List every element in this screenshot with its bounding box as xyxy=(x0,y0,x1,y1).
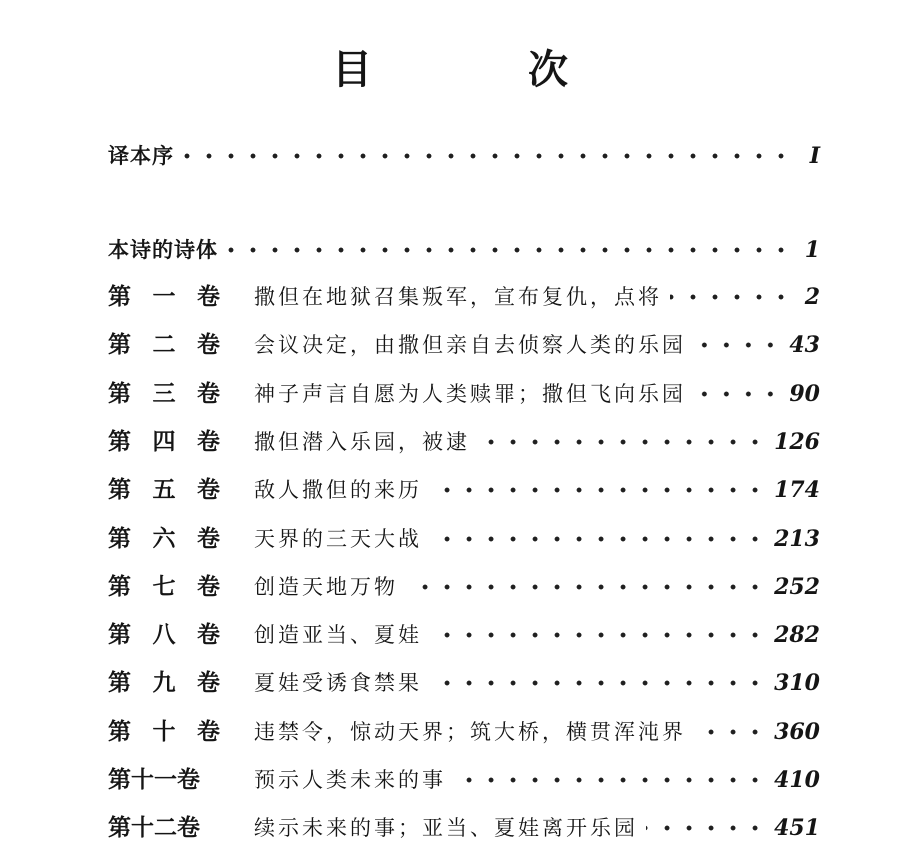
dot-leader xyxy=(430,472,766,508)
book-number xyxy=(108,327,254,363)
book-number-char: 七 xyxy=(152,573,176,600)
book-number xyxy=(108,569,254,605)
book-number-char: 六 xyxy=(152,525,176,552)
book-number-char: 一 xyxy=(152,283,176,310)
toc-entry-page: I xyxy=(809,143,820,169)
toc-entry-page: 213 xyxy=(774,526,820,552)
toc-entry-title: 译本序 xyxy=(108,143,174,168)
dot-leader xyxy=(694,376,781,412)
toc-entry-title: 续示未来的事；亚当、夏娃离开乐园 xyxy=(254,816,638,840)
book-number-char: 第 xyxy=(108,380,131,407)
book-number-char: 三 xyxy=(152,380,176,407)
book-number-char: 第 xyxy=(108,621,131,648)
dot-leader xyxy=(694,327,781,363)
dot-leader xyxy=(430,521,766,557)
toc-entry-book[interactable] xyxy=(108,714,820,750)
toc-entry-title: 本诗的诗体 xyxy=(108,237,218,262)
dot-leader xyxy=(478,424,766,460)
book-number-char: 卷 xyxy=(197,718,220,745)
book-number xyxy=(108,810,254,846)
dot-leader xyxy=(406,569,766,605)
toc-entry-page: 410 xyxy=(774,767,820,793)
book-number xyxy=(108,665,254,701)
dot-leader xyxy=(430,665,766,701)
toc-entry-title: 创造亚当、夏娃 xyxy=(254,623,422,647)
book-number-char: 第 xyxy=(108,525,131,552)
toc-entry-book[interactable] xyxy=(108,327,820,363)
book-number-char: 第 xyxy=(108,718,131,745)
book-number xyxy=(108,714,254,750)
book-number-char: 第 xyxy=(108,331,131,358)
toc-entry-title: 敌人撒但的来历 xyxy=(254,478,422,502)
book-number-char: 第十二卷 xyxy=(108,814,200,841)
toc-entry-title: 夏娃受诱食禁果 xyxy=(254,671,422,695)
book-number-char: 第 xyxy=(108,669,131,696)
toc-entry-title: 天界的三天大战 xyxy=(254,527,422,551)
toc-entry-verse-form[interactable] xyxy=(108,232,820,268)
book-number-char: 卷 xyxy=(197,525,220,552)
toc-entry-title: 会议决定，由撒但亲自去侦察人类的乐园 xyxy=(254,333,686,357)
book-number xyxy=(108,279,254,315)
toc-entry-page: 360 xyxy=(774,719,820,745)
toc-entry-page: 90 xyxy=(789,381,820,407)
book-number-char: 五 xyxy=(152,476,176,503)
toc-entry-book[interactable] xyxy=(108,569,820,605)
toc-entry-title: 撒但潜入乐园，被逮 xyxy=(254,430,470,454)
book-number-char: 二 xyxy=(152,331,176,358)
book-number-char: 第十一卷 xyxy=(108,766,200,793)
toc-entry-page: 2 xyxy=(804,284,820,310)
toc-entry-book[interactable] xyxy=(108,521,820,557)
toc-entry-page: 451 xyxy=(774,815,820,841)
toc-entry-page: 282 xyxy=(774,622,820,648)
dot-leader xyxy=(670,279,792,315)
toc-entry-book[interactable] xyxy=(108,472,820,508)
toc-entry-page: 310 xyxy=(774,670,820,696)
toc-entry-page: 1 xyxy=(804,237,820,263)
dot-leader xyxy=(182,138,792,174)
toc-entry-page: 126 xyxy=(774,429,820,455)
toc-entry-title: 撒但在地狱召集叛军，宣布复仇，点将 xyxy=(254,285,662,309)
toc-entry-book[interactable] xyxy=(108,762,820,798)
book-number xyxy=(108,424,254,460)
book-number-char: 八 xyxy=(152,621,176,648)
dot-leader xyxy=(454,762,766,798)
toc-entry-page: 252 xyxy=(774,574,820,600)
toc-entry-book[interactable] xyxy=(108,279,820,315)
book-number-char: 卷 xyxy=(197,621,220,648)
dot-leader xyxy=(694,714,766,750)
toc-entry-title: 违禁令，惊动天界；筑大桥，横贯浑沌界 xyxy=(254,720,686,744)
book-number-char: 卷 xyxy=(197,476,220,503)
toc-entry-book[interactable] xyxy=(108,424,820,460)
toc-entry-title: 神子声言自愿为人类赎罪；撒但飞向乐园 xyxy=(254,382,686,406)
book-number-char: 卷 xyxy=(197,380,220,407)
book-number-char: 卷 xyxy=(197,331,220,358)
toc-entry-title: 预示人类未来的事 xyxy=(254,768,446,792)
page-title: 目 次 xyxy=(332,47,626,93)
book-number-char: 卷 xyxy=(197,669,220,696)
toc-entry-title: 创造天地万物 xyxy=(254,575,398,599)
dot-leader xyxy=(646,810,766,846)
toc-entry-book[interactable] xyxy=(108,376,820,412)
book-number-char: 卷 xyxy=(197,428,220,455)
book-number xyxy=(108,376,254,412)
toc-entry-book[interactable] xyxy=(108,617,820,653)
book-number-char: 卷 xyxy=(197,573,220,600)
toc-entry-book[interactable] xyxy=(108,810,820,846)
book-number-char: 四 xyxy=(152,428,176,455)
book-number xyxy=(108,762,254,798)
book-number xyxy=(108,521,254,557)
toc-entry-book[interactable] xyxy=(108,665,820,701)
book-number-char: 十 xyxy=(152,718,176,745)
book-number-char: 第 xyxy=(108,476,131,503)
dot-leader xyxy=(430,617,766,653)
toc-entry-preface[interactable] xyxy=(108,138,820,174)
book-number-char: 卷 xyxy=(197,283,220,310)
dot-leader xyxy=(226,232,792,268)
book-number xyxy=(108,472,254,508)
book-number xyxy=(108,617,254,653)
book-number-char: 第 xyxy=(108,573,131,600)
toc-entry-page: 43 xyxy=(789,332,820,358)
book-number-char: 第 xyxy=(108,428,131,455)
book-number-char: 九 xyxy=(152,669,176,696)
book-number-char: 第 xyxy=(108,283,131,310)
toc-entry-page: 174 xyxy=(774,477,820,503)
